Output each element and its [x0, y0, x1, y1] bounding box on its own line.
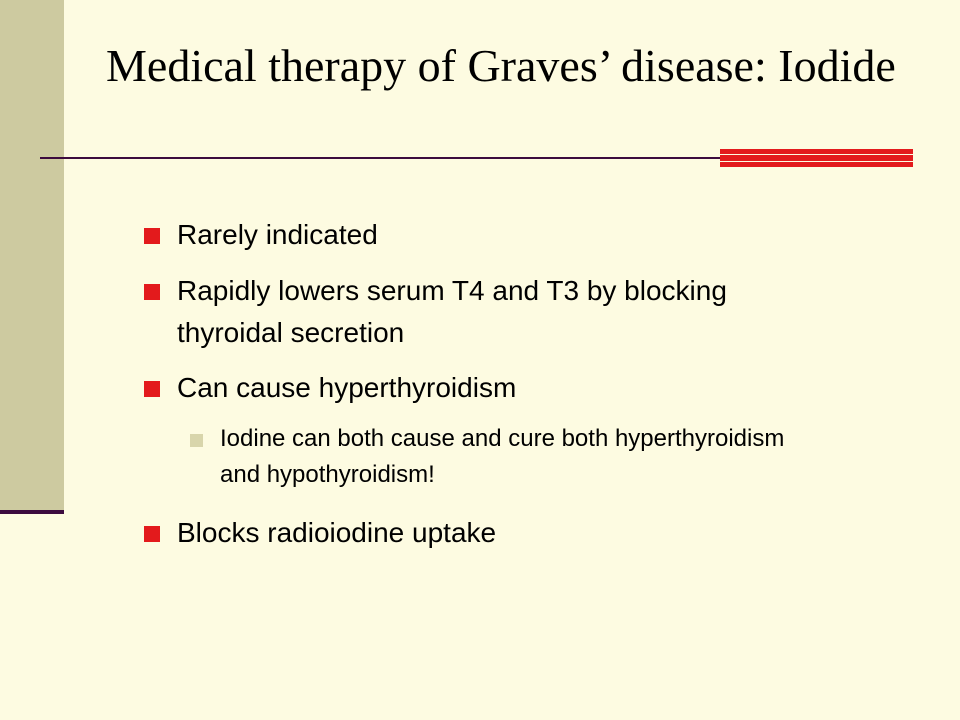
red-square-bullet-icon [144, 526, 160, 542]
red-square-bullet-icon [144, 228, 160, 244]
bullet-text: Blocks radioiodine uptake [177, 517, 497, 548]
sub-bullet-item [220, 421, 820, 493]
bullet-text: Rarely indicated [177, 219, 378, 250]
bullet-item [177, 214, 817, 256]
bullet-item [177, 270, 817, 354]
bullet-item [177, 512, 817, 554]
sub-bullet-text: Iodine can both cause and cure both hyperthyroidism and hypothyroidism! [220, 425, 785, 488]
red-square-bullet-icon [144, 381, 160, 397]
tan-square-bullet-icon [190, 434, 203, 447]
bullet-text: Rapidly lowers serum T4 and T3 by blocking thyroidal secretion [177, 275, 727, 348]
slide-title: Medical therapy of Graves’ disease: Iodide [106, 40, 896, 91]
red-square-bullet-icon [144, 284, 160, 300]
bullet-text: Can cause hyperthyroidism [177, 372, 517, 403]
bullet-item [177, 367, 817, 409]
